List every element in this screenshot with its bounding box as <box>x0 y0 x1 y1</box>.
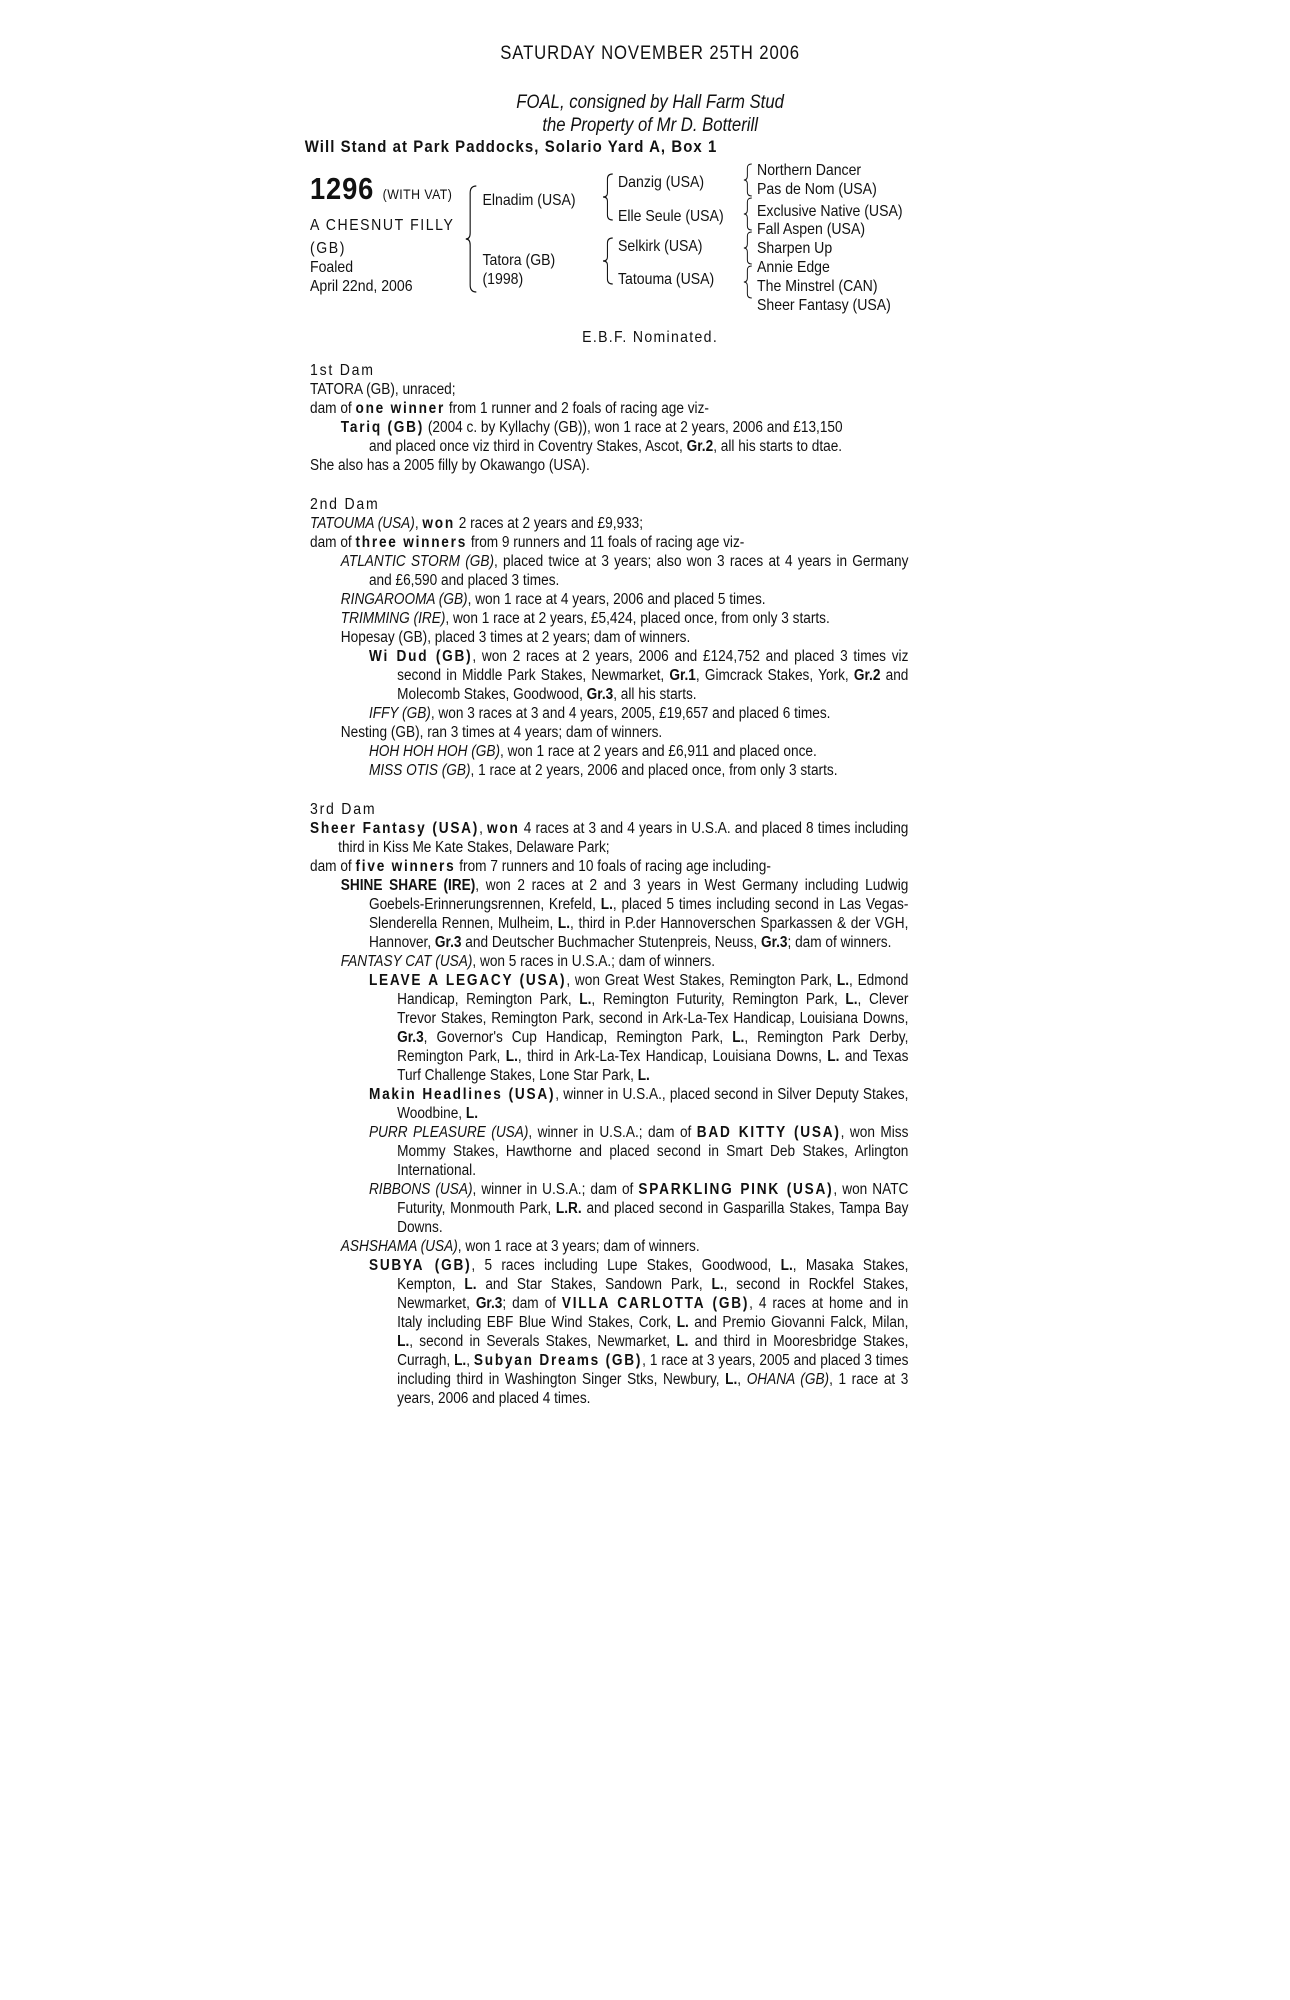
first-dam-section <box>310 361 908 475</box>
consignor-line: FOAL, consigned by Hall Farm Stud <box>516 92 784 113</box>
progeny-ringarooma: RINGAROOMA (GB), won 1 race at 4 years, 2006 and placed 5 times. <box>340 591 766 608</box>
pedigree-block <box>310 162 908 346</box>
lot-number: 1296 <box>310 171 375 206</box>
pedigree-brace-gg3 <box>743 231 754 265</box>
second-dam-name: TATOUMA (USA), won 2 races at 2 years and £9,933; <box>310 515 644 532</box>
second-dam-produce: dam of three winners from 9 runners and 11 foals of racing age viz- <box>310 534 745 551</box>
pedigree-dds: The Minstrel (CAN) <box>757 278 878 295</box>
pedigree-sds: Exclusive Native (USA) <box>757 203 903 220</box>
pedigree-ddd: Sheer Fantasy (USA) <box>757 297 891 314</box>
pedigree-brace-gg2 <box>743 197 754 231</box>
third-dam-name: Sheer Fantasy (USA), won 4 races at 3 and 4 years in U.S.A. and placed 8 times including third in Kiss Me Kate Stakes, Delaware Park; <box>310 820 909 856</box>
progeny-miss-otis: MISS OTIS (GB), 1 race at 2 years, 2006 and placed once, from only 3 starts. <box>368 762 838 779</box>
pedigree-sire-dam: Elle Seule (USA) <box>618 208 724 225</box>
first-dam-note: She also has a 2005 filly by Okawango (USA). <box>310 457 590 474</box>
first-dam-progeny-tariq: Tariq (GB) (2004 c. by Kyllachy (GB)), won 1 race at 2 years, 2006 and £13,150 and placed once viz third in Coventry Stakes, Ascot, Gr.2, all his starts to dtae. <box>340 419 843 455</box>
second-dam-heading: 2nd Dam <box>310 496 380 513</box>
pedigree-brace-parents <box>465 185 479 293</box>
pedigree-brace-dam <box>602 237 614 285</box>
first-dam-heading: 1st Dam <box>310 362 375 379</box>
first-dam-name: TATORA (GB), unraced; <box>310 381 456 398</box>
third-dam-section <box>310 800 908 1408</box>
sale-date: SATURDAY NOVEMBER 25TH 2006 <box>500 43 800 64</box>
ebf-nominated: E.B.F. Nominated. <box>582 329 719 346</box>
pedigree-dam-year: (1998) <box>482 271 524 288</box>
progeny-hopesay: Hopesay (GB), placed 3 times at 2 years; dam of winners. <box>340 629 691 646</box>
pedigree-brace-gg1 <box>743 163 754 197</box>
pedigree-dsd: Annie Edge <box>757 259 830 276</box>
first-dam-produce: dam of one winner from 1 runner and 2 foals of racing age viz- <box>310 400 709 417</box>
progeny-fantasy-cat: FANTASY CAT (USA), won 5 races in U.S.A.; dam of winners. <box>340 953 716 970</box>
progeny-subya: SUBYA (GB), 5 races including Lupe Stakes, Goodwood, L., Masaka Stakes, Kempton, L. and Star Stakes, Sandown Park, L., second in Rockfel Stakes, Newmarket, Gr.3; dam of VILLA CARLOTTA (GB), 4 races at home and in Italy including EBF Blue Wind Stakes, Cork, L. and Premio Giovanni Falck, Milan, L., second in Severals Stakes, Newmarket, L. and third in Mooresbridge Stakes, Curragh, L., Subyan Dreams (GB), 1 race at 3 years, 2005 and placed 3 times including third in Washington Singer Stks, Newbury, L., OHANA (GB), 1 race at 3 years, 2006 and placed 4 times. <box>368 1257 909 1407</box>
pedigree-dss: Sharpen Up <box>757 240 833 257</box>
progeny-atlantic-storm: ATLANTIC STORM (GB), placed twice at 3 years; also won 3 races at 4 years in Germany and £6,590 and placed 3 times. <box>340 553 909 589</box>
catalogue-entry <box>304 43 909 1408</box>
pedigree-brace-sire <box>602 173 614 221</box>
lot-description: A CHESNUT FILLY <box>310 217 455 234</box>
pedigree-sire-sire: Danzig (USA) <box>618 174 705 191</box>
progeny-hoh-hoh-hoh: HOH HOH HOH (GB), won 1 race at 2 years and £6,911 and placed once. <box>368 743 817 760</box>
progeny-purr-pleasure: PURR PLEASURE (USA), winner in U.S.A.; dam of BAD KITTY (USA), won Miss Mommy Stakes, Hawthorne and placed second in Smart Deb Stakes, Arlington International. <box>368 1124 909 1179</box>
third-dam-produce: dam of five winners from 7 runners and 10 foals of racing age including- <box>310 858 771 875</box>
progeny-shine-share: SHINE SHARE (IRE), won 2 races at 2 and 3 years in West Germany including Ludwig Goebels-Erinnerungsrennen, Krefeld, L., placed 5 times including second in Las Vegas-Slenderella Rennen, Mulheim, L., third in P.der Hannoverschen Sparkassen & der VGH, Hannover, Gr.3 and Deutscher Buchmacher Stutenpreis, Neuss, Gr.3; dam of winners. <box>340 877 909 951</box>
progeny-iffy: IFFY (GB), won 3 races at 3 and 4 years, 2005, £19,657 and placed 6 times. <box>368 705 831 722</box>
foaled-label: Foaled <box>310 259 354 276</box>
pedigree-ssd: Pas de Nom (USA) <box>757 181 877 198</box>
progeny-ashshama: ASHSHAMA (USA), won 1 race at 3 years; dam of winners. <box>340 1238 700 1255</box>
stabling-line: Will Stand at Park Paddocks, Solario Yard A, Box 1 <box>304 137 718 156</box>
pedigree-dam-dam: Tatouma (USA) <box>618 271 715 288</box>
progeny-trimming: TRIMMING (IRE), won 1 race at 2 years, £5,424, placed once, from only 3 starts. <box>340 610 830 627</box>
pedigree-sdd: Fall Aspen (USA) <box>757 221 866 238</box>
owner-line: the Property of Mr D. Botterill <box>542 115 758 136</box>
pedigree-brace-gg4 <box>743 265 754 299</box>
pedigree-dam-sire: Selkirk (USA) <box>618 238 703 255</box>
lot-number-line <box>310 171 464 212</box>
pedigree-sire: Elnadim (USA) <box>482 192 576 209</box>
progeny-ribbons: RIBBONS (USA), winner in U.S.A.; dam of SPARKLING PINK (USA), won NATC Futurity, Monmouth Park, L.R. and placed second in Gasparilla Stakes, Tampa Bay Downs. <box>368 1181 909 1236</box>
progeny-wi-dud: Wi Dud (GB), won 2 races at 2 years, 2006 and £124,752 and placed 3 times viz second in Middle Park Stakes, Newmarket, Gr.1, Gimcrack Stakes, York, Gr.2 and Molecomb Stakes, Goodwood, Gr.3, all his starts. <box>368 648 909 703</box>
vat-note: (WITH VAT) <box>382 186 453 202</box>
pedigree-sss: Northern Dancer <box>757 162 862 179</box>
progeny-leave-a-legacy: LEAVE A LEGACY (USA), won Great West Stakes, Remington Park, L., Edmond Handicap, Remington Park, L., Remington Futurity, Remington Park, L., Clever Trevor Stakes, Remington Park, second in Ark-La-Tex Handicap, Louisiana Downs, Gr.3, Governor's Cup Handicap, Remington Park, L., Remington Park Derby, Remington Park, L., third in Ark-La-Tex Handicap, Louisiana Downs, L. and Texas Turf Challenge Stakes, Lone Star Park, L. <box>368 972 909 1084</box>
lot-details <box>310 171 464 296</box>
foaled-date: April 22nd, 2006 <box>310 278 413 295</box>
lot-description-country: (GB) <box>310 240 347 257</box>
pedigree-dam: Tatora (GB) <box>482 252 556 269</box>
second-dam-section <box>310 495 908 780</box>
progeny-nesting: Nesting (GB), ran 3 times at 4 years; dam of winners. <box>340 724 663 741</box>
third-dam-heading: 3rd Dam <box>310 801 377 818</box>
progeny-makin-headlines: Makin Headlines (USA), winner in U.S.A., placed second in Silver Deputy Stakes, Woodbine, L. <box>368 1086 909 1122</box>
